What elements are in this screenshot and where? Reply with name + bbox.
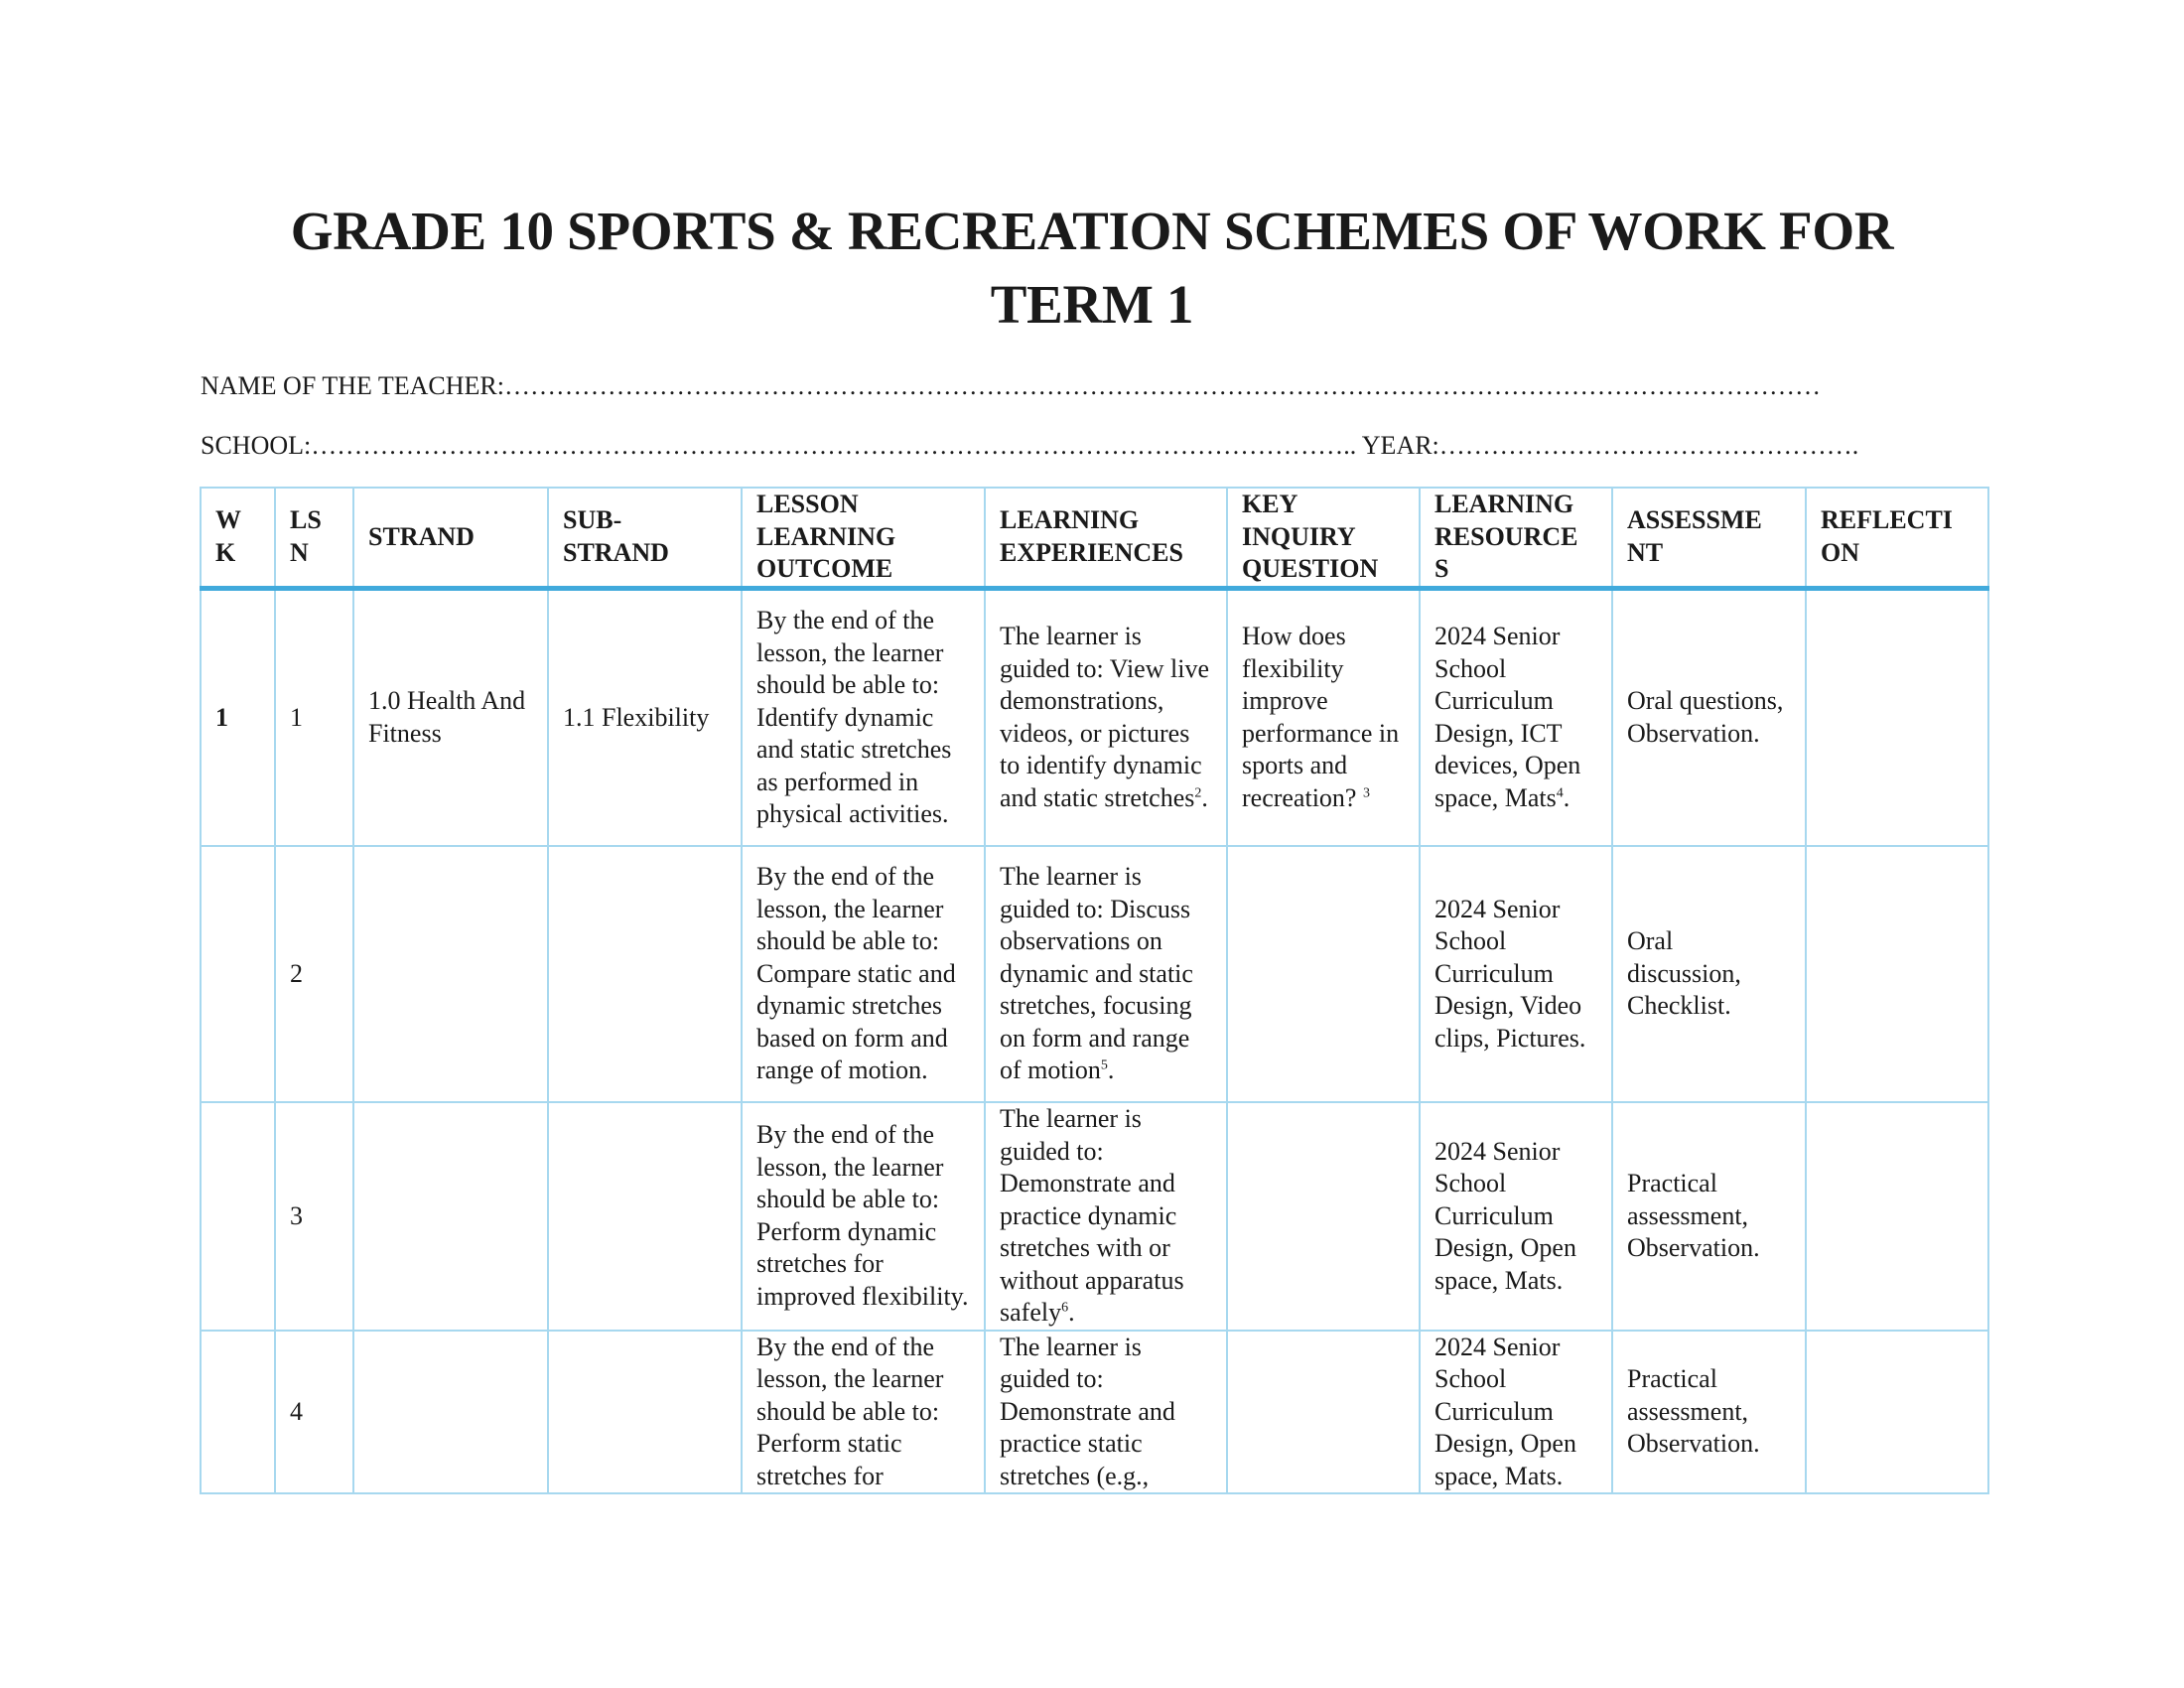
cell-resources: 2024 Senior School Curriculum Design, Video clips, Pictures. <box>1420 846 1612 1102</box>
teacher-label: NAME OF THE TEACHER: <box>201 371 504 400</box>
header-lsn: LS N <box>275 488 353 588</box>
cell-inquiry <box>1227 588 1420 846</box>
cell-resources: 2024 Senior School Curriculum Design, Open space, Mats. <box>1420 1102 1612 1331</box>
cell-substrand <box>548 1331 742 1494</box>
cell-week <box>201 846 275 1102</box>
header-outcome: LESSON LEARNING OUTCOME <box>742 488 985 588</box>
school-year-field <box>201 431 1858 461</box>
cell-lesson: 3 <box>275 1102 353 1331</box>
cell-experiences: The learner is guided to: Demonstrate and practice static stretches (e.g., <box>985 1331 1227 1494</box>
cell-reflection[interactable] <box>1806 588 1988 846</box>
cell-lesson: 1 <box>275 588 353 846</box>
header-experiences: LEARNING EXPERIENCES <box>985 488 1227 588</box>
footnote-ref[interactable]: 6 <box>1061 1300 1069 1316</box>
year-blank: …………………………………………. <box>1438 431 1859 460</box>
cell-outcome: By the end of the lesson, the learner should be able to: Perform static stretches for <box>742 1331 985 1494</box>
header-wk: W K <box>201 488 275 588</box>
cell-outcome: By the end of the lesson, the learner should be able to: Perform dynamic stretches for improved flexibility. <box>742 1102 985 1331</box>
table-row <box>201 1331 1988 1494</box>
punctuation: . <box>1107 1055 1115 1085</box>
year-label: YEAR: <box>1356 431 1439 460</box>
header-strand: STRAND <box>353 488 548 588</box>
experiences-text: The learner is guided to: View live demonstrations, videos, or pictures to identify dynamic and static stretches <box>1000 622 1209 812</box>
cell-experiences <box>985 588 1227 846</box>
cell-strand <box>353 1102 548 1331</box>
resources-text: 2024 Senior School Curriculum Design, ICT devices, Open space, Mats <box>1434 622 1581 812</box>
cell-assessment: Practical assessment, Observation. <box>1612 1102 1806 1331</box>
teacher-name-field <box>201 371 1821 401</box>
document-title <box>0 195 2184 342</box>
school-label: SCHOOL: <box>201 431 312 460</box>
header-substrand: SUB- STRAND <box>548 488 742 588</box>
header-resources: LEARNING RESOURCE S <box>1420 488 1612 588</box>
cell-resources: 2024 Senior School Curriculum Design, Open space, Mats. <box>1420 1331 1612 1494</box>
cell-assessment: Oral questions, Observation. <box>1612 588 1806 846</box>
cell-experiences <box>985 846 1227 1102</box>
cell-week: 1 <box>201 588 275 846</box>
cell-reflection[interactable] <box>1806 1331 1988 1494</box>
school-blank: ………………………………………………………………………………………………………….. <box>311 431 1357 460</box>
cell-week <box>201 1102 275 1331</box>
cell-inquiry <box>1227 846 1420 1102</box>
cell-strand: 1.0 Health And Fitness <box>353 588 548 846</box>
cell-substrand <box>548 846 742 1102</box>
cell-assessment: Practical assessment, Observation. <box>1612 1331 1806 1494</box>
header-inquiry: KEY INQUIRY QUESTION <box>1227 488 1420 588</box>
table-row <box>201 1102 1988 1331</box>
cell-substrand <box>548 1102 742 1331</box>
cell-assessment: Oral discussion, Checklist. <box>1612 846 1806 1102</box>
cell-experiences <box>985 1102 1227 1331</box>
cell-inquiry <box>1227 1102 1420 1331</box>
inquiry-text: How does flexibility improve performance in sports and recreation? <box>1242 622 1400 812</box>
cell-inquiry <box>1227 1331 1420 1494</box>
punctuation: . <box>1068 1298 1075 1327</box>
title-line-2: TERM 1 <box>990 274 1194 335</box>
header-reflection: REFLECTI ON <box>1806 488 1988 588</box>
schemes-of-work-table <box>200 487 1989 1494</box>
table-row <box>201 588 1988 846</box>
header-row <box>201 488 1988 588</box>
cell-resources <box>1420 588 1612 846</box>
table-row <box>201 846 1988 1102</box>
cell-outcome: By the end of the lesson, the learner should be able to: Compare static and dynamic stretches based on form and range of motion. <box>742 846 985 1102</box>
cell-week <box>201 1331 275 1494</box>
footnote-ref[interactable]: 4 <box>1556 785 1564 801</box>
cell-substrand: 1.1 Flexibility <box>548 588 742 846</box>
experiences-text: The learner is guided to: Discuss observations on dynamic and static stretches, focusing on form and range of motion <box>1000 862 1193 1085</box>
footnote-ref[interactable]: 3 <box>1362 785 1370 801</box>
title-line-1: GRADE 10 SPORTS & RECREATION SCHEMES OF WORK FOR <box>290 201 1894 261</box>
footnote-ref[interactable]: 2 <box>1194 785 1202 801</box>
cell-lesson: 2 <box>275 846 353 1102</box>
header-assessment: ASSESSME NT <box>1612 488 1806 588</box>
cell-reflection[interactable] <box>1806 1102 1988 1331</box>
cell-strand <box>353 1331 548 1494</box>
cell-reflection[interactable] <box>1806 846 1988 1102</box>
footnote-ref[interactable]: 5 <box>1100 1057 1108 1073</box>
punctuation: . <box>1563 782 1570 812</box>
cell-outcome: By the end of the lesson, the learner should be able to: Identify dynamic and static stretches as performed in physical activities. <box>742 588 985 846</box>
cell-lesson: 4 <box>275 1331 353 1494</box>
punctuation: . <box>1201 782 1208 812</box>
experiences-text: The learner is guided to: Demonstrate and practice dynamic stretches with or without apparatus safely <box>1000 1104 1184 1327</box>
teacher-blank: ……………………………………………………………………………………………………………………………………… <box>504 371 1821 400</box>
cell-strand <box>353 846 548 1102</box>
